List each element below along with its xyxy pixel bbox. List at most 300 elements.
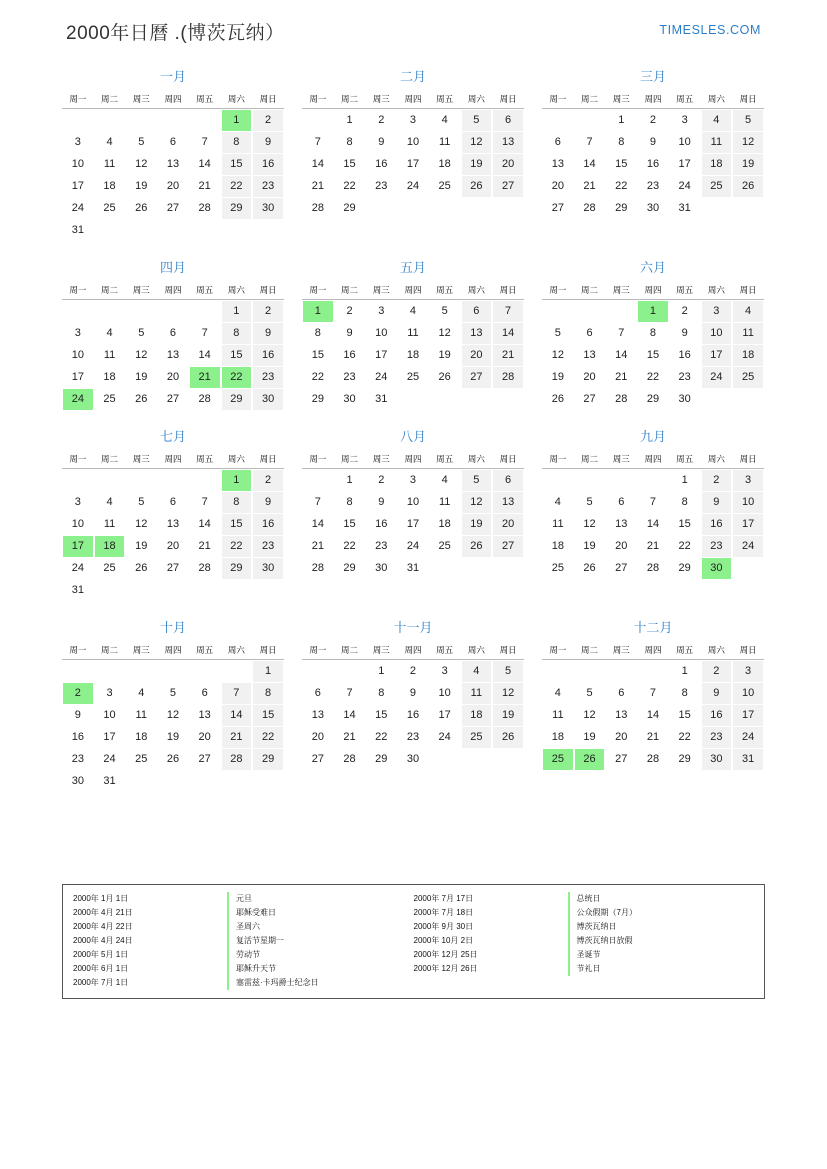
weekday-header: 周五 [669, 91, 701, 109]
day-number: 14 [198, 157, 211, 170]
month-title: 八月 [399, 429, 426, 444]
day-number: 30 [646, 201, 660, 214]
day-number: 17 [71, 370, 84, 383]
empty-cell [574, 469, 606, 492]
day-cell [302, 344, 334, 366]
empty-cell [492, 388, 524, 410]
day-number: 27 [583, 392, 596, 405]
month-table [542, 642, 764, 770]
day-number: 5 [441, 304, 448, 317]
day-cell [605, 557, 637, 579]
day-cell [157, 131, 189, 153]
day-number: 13 [198, 708, 211, 721]
day-number: 7 [649, 495, 657, 508]
month-block [302, 426, 524, 601]
day-cell [365, 557, 397, 579]
day-cell [94, 770, 126, 792]
day-number: 27 [615, 561, 628, 574]
weekday-header: 周二 [94, 282, 126, 300]
day-cell [334, 491, 366, 513]
day-cell [637, 197, 669, 219]
day-cell [669, 109, 701, 132]
day-cell [732, 704, 764, 726]
day-number: 15 [678, 708, 691, 721]
day-number: 1 [303, 301, 333, 322]
day-cell [302, 197, 334, 219]
legend-holiday-name: 节礼日 [568, 962, 755, 976]
week-row [542, 197, 764, 219]
day-number: 8 [649, 326, 657, 339]
day-number: 27 [166, 392, 180, 405]
day-number: 27 [462, 367, 492, 388]
day-number: 31 [678, 201, 691, 214]
legend-holiday-name: 圣诞节 [568, 948, 755, 962]
week-row [302, 175, 524, 197]
day-number: 16 [343, 348, 356, 361]
day-cell [302, 366, 334, 388]
weekday-header: 周二 [574, 642, 606, 660]
day-cell [62, 344, 94, 366]
day-number: 3 [702, 301, 732, 322]
day-number: 1 [378, 664, 385, 677]
day-number: 15 [375, 708, 388, 721]
day-number: 9 [681, 326, 688, 339]
day-cell [62, 131, 94, 153]
day-number: 2 [378, 473, 385, 486]
day-number: 19 [583, 539, 596, 552]
empty-cell [125, 219, 157, 241]
empty-day [430, 198, 460, 219]
week-row [302, 322, 524, 344]
day-cell [397, 660, 429, 683]
day-number: 27 [551, 201, 564, 214]
day-cell [125, 535, 157, 557]
day-cell [157, 197, 189, 219]
day-cell [157, 748, 189, 770]
month-block [62, 257, 284, 410]
day-cell [334, 682, 366, 704]
day-cell [461, 704, 493, 726]
day-cell [365, 344, 397, 366]
day-cell [669, 535, 701, 557]
month-title: 九月 [639, 429, 666, 444]
month-table [542, 282, 764, 410]
legend-date: 2000年 6月 1日 [73, 964, 129, 973]
day-number: 21 [222, 727, 252, 748]
day-number: 13 [311, 708, 324, 721]
empty-day [493, 389, 523, 410]
day-cell [157, 726, 189, 748]
day-number: 20 [615, 730, 628, 743]
day-cell [669, 131, 701, 153]
day-cell [365, 109, 397, 132]
empty-cell [365, 197, 397, 219]
weekday-header: 周三 [125, 642, 157, 660]
week-row [542, 366, 764, 388]
empty-day [493, 749, 523, 770]
day-cell [605, 726, 637, 748]
day-cell [542, 748, 574, 770]
empty-cell [157, 300, 189, 323]
empty-cell [334, 660, 366, 683]
day-cell [397, 109, 429, 132]
day-cell [94, 491, 126, 513]
weekday-header: 周六 [221, 282, 253, 300]
empty-day [335, 661, 365, 682]
day-cell [461, 109, 493, 132]
weekday-header: 周日 [252, 451, 284, 469]
day-number: 22 [311, 370, 324, 383]
day-number: 28 [198, 392, 211, 405]
weekday-header: 周三 [125, 451, 157, 469]
day-number: 11 [702, 132, 732, 153]
day-number: 11 [552, 517, 564, 530]
day-number: 24 [71, 201, 84, 214]
day-number: 4 [554, 495, 561, 508]
legend-holiday-name: 公众假期（7月） [568, 906, 755, 920]
legend-dates-left [73, 892, 225, 990]
weekday-header: 周三 [365, 91, 397, 109]
empty-day [190, 580, 220, 601]
day-cell [732, 131, 764, 153]
day-cell [94, 344, 126, 366]
day-cell [397, 557, 429, 579]
empty-cell [732, 197, 764, 219]
day-cell [542, 491, 574, 513]
day-number: 4 [106, 495, 113, 508]
day-number: 22 [222, 367, 252, 388]
empty-day [158, 110, 188, 131]
day-cell [302, 535, 334, 557]
legend-date: 2000年 10月 2日 [413, 936, 474, 945]
day-number: 10 [438, 686, 451, 699]
day-cell [574, 322, 606, 344]
day-number: 9 [409, 686, 417, 699]
day-number: 26 [493, 727, 523, 748]
day-number: 19 [135, 539, 148, 552]
day-number: 14 [646, 517, 660, 530]
day-number: 5 [586, 495, 593, 508]
weekday-header: 周一 [302, 642, 334, 660]
weekday-header: 周日 [492, 91, 524, 109]
week-row [62, 175, 284, 197]
day-cell [605, 153, 637, 175]
empty-day [222, 220, 252, 241]
day-number: 9 [74, 708, 81, 721]
day-number: 19 [551, 370, 564, 383]
empty-cell [125, 579, 157, 601]
weekday-header-row [62, 91, 284, 109]
day-number: 24 [733, 536, 763, 557]
day-cell [605, 344, 637, 366]
month-title: 六月 [639, 260, 666, 275]
weekday-header: 周四 [397, 451, 429, 469]
day-number: 24 [103, 752, 116, 765]
empty-day [126, 580, 156, 601]
week-row [302, 109, 524, 132]
day-cell [429, 153, 461, 175]
day-cell [94, 682, 126, 704]
day-number: 3 [733, 470, 763, 491]
week-row [542, 109, 764, 132]
weekday-header-row [542, 282, 764, 300]
day-number: 17 [702, 345, 732, 366]
day-cell [365, 322, 397, 344]
day-number: 18 [438, 157, 451, 170]
day-cell [365, 491, 397, 513]
day-number: 12 [733, 132, 763, 153]
day-number: 30 [71, 774, 84, 787]
day-number: 26 [135, 392, 148, 405]
day-cell [542, 366, 574, 388]
day-number: 4 [554, 686, 561, 699]
day-cell [637, 535, 669, 557]
day-cell [701, 513, 733, 535]
weekday-header: 周三 [125, 91, 157, 109]
day-number: 5 [493, 661, 523, 682]
empty-cell [637, 469, 669, 492]
day-number: 25 [135, 752, 148, 765]
day-cell [157, 491, 189, 513]
day-cell [189, 388, 221, 410]
day-cell [669, 660, 701, 683]
day-number: 8 [681, 686, 688, 699]
week-row [302, 469, 524, 492]
empty-day [253, 220, 283, 241]
day-cell [637, 366, 669, 388]
day-number: 8 [618, 135, 625, 148]
day-number: 20 [311, 730, 324, 743]
day-cell [302, 322, 334, 344]
empty-cell [221, 770, 253, 792]
day-number: 17 [678, 157, 691, 170]
day-cell [397, 535, 429, 557]
day-number: 31 [733, 749, 763, 770]
day-cell [94, 557, 126, 579]
legend-date: 2000年 7月 1日 [73, 978, 129, 987]
day-cell [189, 366, 221, 388]
day-number: 11 [462, 683, 492, 704]
empty-day [63, 470, 93, 491]
day-number: 2 [346, 304, 353, 317]
day-cell [637, 513, 669, 535]
empty-cell [189, 219, 221, 241]
weekday-header: 周一 [62, 91, 94, 109]
day-cell [542, 197, 574, 219]
weekday-header: 周日 [732, 451, 764, 469]
weekday-header-row [302, 282, 524, 300]
week-row [302, 300, 524, 323]
day-cell [189, 535, 221, 557]
day-cell [732, 344, 764, 366]
day-cell [62, 175, 94, 197]
empty-cell [429, 197, 461, 219]
legend-holiday-name: 塞雷兹·卡玛爵士纪念日 [227, 976, 414, 990]
day-cell [605, 197, 637, 219]
weekday-header: 周六 [221, 91, 253, 109]
empty-cell [637, 660, 669, 683]
day-number: 23 [375, 179, 388, 192]
legend-holiday-name: 圣周六 [227, 920, 414, 934]
day-cell [334, 197, 366, 219]
day-cell [492, 300, 524, 323]
week-row [542, 491, 764, 513]
day-number: 25 [702, 176, 732, 197]
day-number: 14 [343, 708, 356, 721]
week-row [302, 366, 524, 388]
day-cell [125, 153, 157, 175]
week-row [62, 300, 284, 323]
day-cell [461, 660, 493, 683]
weekday-header: 周一 [542, 282, 574, 300]
day-number: 22 [678, 730, 691, 743]
empty-cell [125, 300, 157, 323]
empty-cell [189, 579, 221, 601]
empty-day [95, 580, 125, 601]
day-cell [461, 535, 493, 557]
day-cell [492, 131, 524, 153]
day-number: 19 [135, 370, 148, 383]
day-number: 3 [441, 664, 448, 677]
page-header [66, 18, 761, 52]
day-cell [637, 682, 669, 704]
day-number: 1 [222, 301, 252, 322]
day-number: 13 [615, 517, 628, 530]
day-number: 23 [646, 179, 660, 192]
day-cell [429, 175, 461, 197]
empty-day [430, 389, 460, 410]
day-cell [221, 682, 253, 704]
empty-day [222, 661, 252, 682]
day-number: 7 [586, 135, 593, 148]
day-number: 20 [615, 539, 628, 552]
month-block [542, 257, 764, 410]
weekday-header: 周二 [334, 91, 366, 109]
day-number: 26 [733, 176, 763, 197]
weekday-header: 周四 [637, 91, 669, 109]
empty-cell [62, 660, 94, 683]
empty-day [606, 301, 636, 322]
day-number: 29 [646, 392, 660, 405]
week-row [542, 344, 764, 366]
empty-cell [221, 219, 253, 241]
day-cell [62, 322, 94, 344]
day-cell [732, 300, 764, 323]
legend-column-left [73, 892, 414, 990]
day-cell [429, 660, 461, 683]
day-number: 16 [253, 514, 283, 535]
day-cell [574, 513, 606, 535]
day-number: 15 [253, 705, 283, 726]
day-number: 25 [103, 392, 116, 405]
day-cell [221, 175, 253, 197]
day-number: 29 [222, 198, 252, 219]
legend-holiday-name: 复活节星期一 [227, 934, 414, 948]
day-number: 23 [343, 370, 356, 383]
day-cell [429, 535, 461, 557]
empty-cell [125, 469, 157, 492]
day-cell [397, 131, 429, 153]
day-number: 10 [406, 495, 420, 508]
day-number: 30 [343, 392, 356, 405]
empty-cell [542, 469, 574, 492]
empty-cell [542, 300, 574, 323]
legend-date: 2000年 5月 1日 [73, 950, 129, 959]
day-cell [701, 535, 733, 557]
day-cell [701, 175, 733, 197]
day-number: 26 [166, 752, 180, 765]
day-cell [429, 469, 461, 492]
day-cell [461, 153, 493, 175]
month-table [62, 451, 284, 601]
day-cell [732, 322, 764, 344]
day-cell [397, 366, 429, 388]
day-number: 25 [406, 370, 420, 383]
day-cell [94, 197, 126, 219]
day-number: 13 [462, 323, 492, 344]
empty-cell [397, 388, 429, 410]
week-row [62, 726, 284, 748]
day-number: 2 [649, 113, 657, 126]
day-number: 20 [198, 730, 211, 743]
day-cell [574, 366, 606, 388]
day-cell [334, 300, 366, 323]
week-row [302, 660, 524, 683]
day-number: 16 [646, 157, 660, 170]
empty-day [126, 470, 156, 491]
day-number: 20 [166, 370, 180, 383]
empty-cell [429, 388, 461, 410]
day-cell [492, 175, 524, 197]
day-number: 6 [462, 301, 492, 322]
weekday-header: 周日 [732, 91, 764, 109]
day-number: 18 [406, 348, 420, 361]
day-cell [365, 131, 397, 153]
empty-cell [94, 300, 126, 323]
day-number: 24 [63, 389, 93, 410]
weekday-header: 周日 [492, 451, 524, 469]
day-cell [334, 322, 366, 344]
day-number: 7 [493, 301, 523, 322]
day-number: 20 [166, 539, 180, 552]
month-block [542, 617, 764, 792]
day-cell [461, 175, 493, 197]
day-number: 1 [222, 470, 252, 491]
weekday-header-row [542, 91, 764, 109]
day-cell [62, 748, 94, 770]
day-number: 25 [103, 201, 116, 214]
day-cell [252, 704, 284, 726]
week-row [62, 344, 284, 366]
day-cell [302, 131, 334, 153]
day-cell [157, 704, 189, 726]
day-number: 23 [253, 367, 283, 388]
day-cell [461, 344, 493, 366]
day-number: 9 [346, 326, 353, 339]
empty-cell [701, 197, 733, 219]
day-number: 12 [551, 348, 564, 361]
day-number: 21 [198, 179, 211, 192]
day-cell [189, 344, 221, 366]
day-number: 6 [618, 495, 625, 508]
empty-cell [94, 109, 126, 132]
day-cell [334, 726, 366, 748]
day-number: 29 [678, 561, 691, 574]
day-number: 4 [138, 686, 145, 699]
day-number: 9 [702, 683, 732, 704]
day-cell [125, 388, 157, 410]
day-number: 18 [135, 730, 148, 743]
